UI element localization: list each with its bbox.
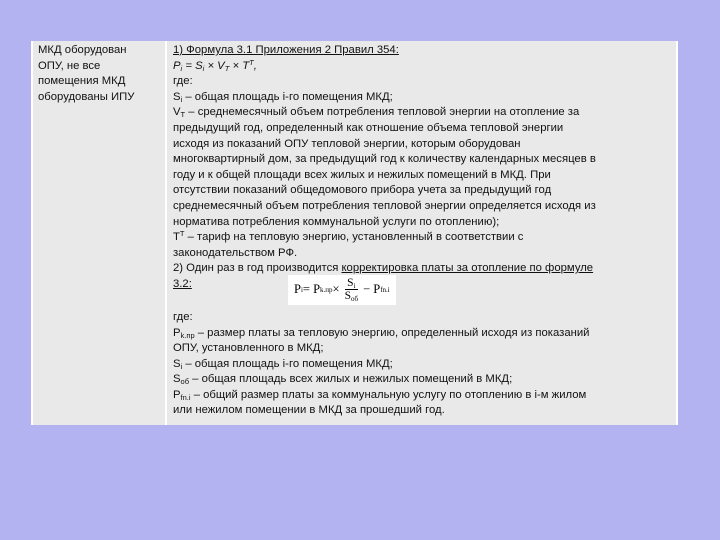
tt-definition-line: законодательством РФ. <box>173 246 298 259</box>
left-cell-line: помещения МКД <box>38 75 126 88</box>
tt-definition-line: $T^T$ – тариф на тепловую энергию, установленный в соответствии с <box>173 229 524 244</box>
left-cell <box>33 41 167 425</box>
area-fraction: $\frac{S_i}{S_{об}}$ <box>344 277 359 304</box>
item1-title: 1) Формула 3.1 Приложения 2 Правил 354: <box>173 44 399 56</box>
item2-title: 2) Один раз в год производится корректировка платы за отопление по формуле <box>173 262 594 275</box>
vt-definition-line: отсутствии показаний общедомового прибора учета за предыдущий год <box>173 184 552 197</box>
pk-definition-line: $P_{k.пр}$ – размер платы за тепловую энергию, определенный исходя из показаний <box>173 326 590 340</box>
right-cell <box>167 41 676 425</box>
formula-3-2-row <box>173 277 672 310</box>
vt-definition-line: году и к общей площади всех жилых и нежилых помещений в МКД. При <box>173 168 551 181</box>
formula-3-1: $P_i = S_i \times V_T \times T^T$, <box>173 57 257 73</box>
formula-3-2: P i = P k.пр × $\frac{S_i}{S_{об}}$ − P fn.i <box>288 275 396 305</box>
left-cell-line: оборудованы ИПУ <box>38 90 135 103</box>
vt-definition-line: норматива потребления коммунальной услуги по отоплению); <box>173 215 500 228</box>
left-cell-line: МКД оборудован <box>38 44 127 56</box>
where-label: где: <box>173 75 193 88</box>
pk-definition-line: ОПУ, установленного в МКД; <box>173 342 324 355</box>
si-definition: $S_i$ – общая площадь i-го помещения МКД; <box>173 90 393 104</box>
vt-definition-line: исходя из показаний ОПУ тепловой энергии, которым оборудован <box>173 137 521 150</box>
where-label: где: <box>173 310 193 323</box>
content-table <box>31 41 678 425</box>
item2-title-end: 3.2: <box>173 277 192 290</box>
vt-definition-line: $V_T$ – среднемесячный объем потребления тепловой энергии на отопление за <box>173 106 580 120</box>
vt-definition-line: среднемесячный объем потребления тепловой энергии определяется исходя из <box>173 199 596 212</box>
pfn-definition-line: $P_{fn.i}$ – общий размер платы за коммунальную услугу по отоплению в i-м жилом <box>173 388 587 402</box>
vt-definition-line: многоквартирный дом, за предыдущий год к количеству календарных месяцев в <box>173 153 596 166</box>
pfn-definition-line: или нежилом помещении в МКД за прошедший год. <box>173 404 445 417</box>
sob-definition: $S_{об}$ – общая площадь всех жилых и нежилых помещений в МКД; <box>173 373 513 387</box>
vt-definition-line: предыдущий год, определенный как отношение объема тепловой энергии <box>173 121 564 134</box>
left-cell-line: ОПУ, не все <box>38 59 101 72</box>
si2-definition: $S_i$ – общая площадь i-го помещения МКД; <box>173 357 393 371</box>
